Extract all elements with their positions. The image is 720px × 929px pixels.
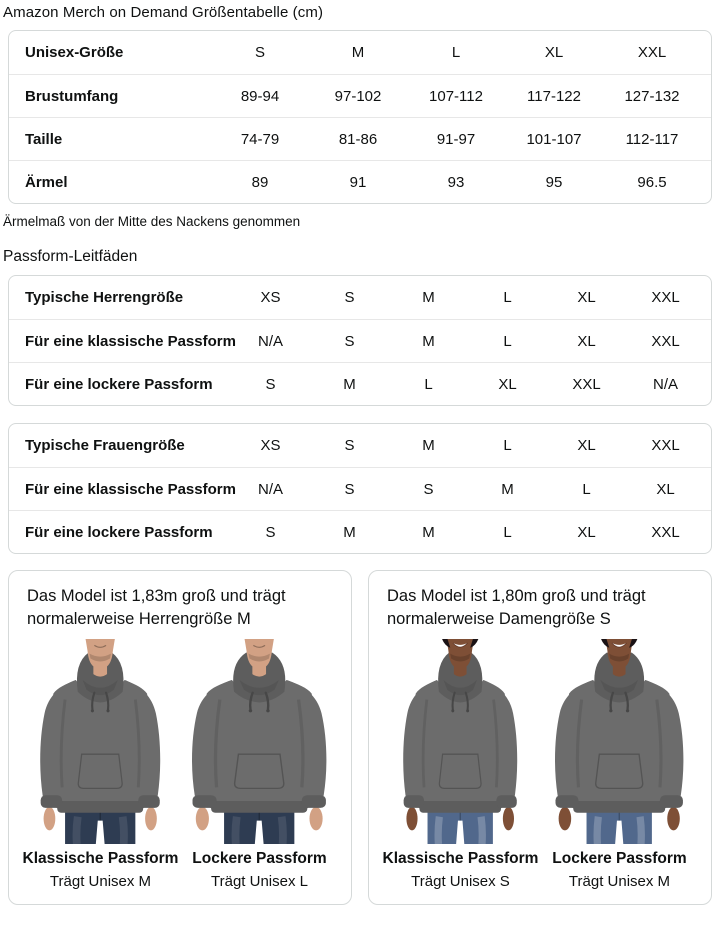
size-label: Trägt Unisex M <box>568 873 671 890</box>
table-cell: 91 <box>349 173 367 191</box>
table-row <box>9 510 711 553</box>
size-label: Trägt Unisex L <box>211 873 308 890</box>
sleeve-measurement-note: Ärmelmaß von der Mitte des Nackens genommen <box>3 214 301 229</box>
table-cell: XL <box>577 437 596 454</box>
table-cell: 89-94 <box>240 87 280 105</box>
table-cell: M <box>422 437 435 454</box>
row-label: Für eine klassische Passform <box>25 332 236 350</box>
size-label: Trägt Unisex S <box>411 873 510 890</box>
fit-label: Klassische Passform <box>22 850 179 867</box>
table-row <box>9 467 711 510</box>
table-cell: L <box>503 289 512 306</box>
table-cell: XL <box>498 375 517 393</box>
table-cell: 93 <box>447 173 465 191</box>
table-cell: M <box>422 332 435 350</box>
table-cell: L <box>503 332 512 350</box>
table-cell: M <box>422 289 435 306</box>
page-title: Amazon Merch on Demand Größentabelle (cm) <box>3 4 324 21</box>
table-cell: XXL <box>651 332 680 350</box>
table-cell: XXL <box>651 289 680 306</box>
table-cell: 107-112 <box>429 87 483 105</box>
table-cell: S <box>423 480 434 498</box>
table-row <box>9 276 711 319</box>
table-cell: 91-97 <box>436 130 476 148</box>
row-label: Brustumfang <box>25 87 119 105</box>
table-cell: S <box>344 480 355 498</box>
model-photo-female-loose <box>540 639 699 844</box>
table-row <box>9 362 711 405</box>
row-label: Ärmel <box>25 173 68 191</box>
table-cell: XS <box>260 437 281 454</box>
model-figure-loose <box>180 639 339 890</box>
row-label: Typische Frauengröße <box>25 437 185 454</box>
model-figure-loose <box>540 639 699 890</box>
table-row <box>9 31 711 74</box>
model-photo-male-classic <box>21 639 180 844</box>
table-cell: N/A <box>257 332 283 350</box>
mens-model-card <box>8 570 352 905</box>
table-cell: L <box>503 523 512 541</box>
model-description: Das Model ist 1,83m groß und trägt normalerweise Herrengröße M <box>27 587 286 628</box>
table-cell: 96.5 <box>637 173 667 191</box>
table-cell: M <box>422 523 435 541</box>
table-cell: XXL <box>651 437 680 454</box>
row-label: Unisex-Größe <box>25 44 124 61</box>
fit-label: Lockere Passform <box>192 850 327 867</box>
table-cell: S <box>254 44 265 61</box>
table-cell: 74-79 <box>240 130 280 148</box>
table-cell: S <box>265 375 276 393</box>
model-figure-classic <box>21 639 180 890</box>
table-cell: XXL <box>572 375 601 393</box>
row-label: Für eine lockere Passform <box>25 375 213 393</box>
row-label: Typische Herrengröße <box>25 289 184 306</box>
womens-model-card <box>368 570 712 905</box>
table-cell: N/A <box>652 375 678 393</box>
table-cell: 101-107 <box>526 130 582 148</box>
model-figures <box>21 639 339 890</box>
row-label: Für eine lockere Passform <box>25 523 213 541</box>
table-cell: XL <box>577 523 596 541</box>
table-row <box>9 424 711 467</box>
womens-fit-table <box>8 423 712 554</box>
table-cell: L <box>451 44 461 61</box>
table-cell: M <box>343 523 356 541</box>
table-row <box>9 74 711 117</box>
table-cell: 112-117 <box>625 130 679 148</box>
table-row <box>9 319 711 362</box>
model-photo-male-loose <box>180 639 339 844</box>
table-cell: XL <box>656 480 675 498</box>
table-row <box>9 160 711 203</box>
model-cards <box>8 570 712 905</box>
table-cell: S <box>344 332 355 350</box>
model-photo-female-classic <box>381 639 540 844</box>
row-label: Taille <box>25 130 63 148</box>
unisex-size-table <box>8 30 712 204</box>
table-cell: M <box>501 480 514 498</box>
mens-fit-table <box>8 275 712 406</box>
fit-label: Lockere Passform <box>552 850 687 867</box>
table-cell: XXL <box>651 523 680 541</box>
table-cell: L <box>503 437 512 454</box>
table-cell: XL <box>577 289 596 306</box>
size-label: Trägt Unisex M <box>49 873 152 890</box>
table-cell: S <box>344 289 355 306</box>
table-cell: 95 <box>545 173 563 191</box>
model-figures <box>381 639 699 890</box>
table-cell: M <box>351 44 365 61</box>
table-cell: M <box>343 375 356 393</box>
table-cell: 81-86 <box>338 130 378 148</box>
table-cell: XS <box>260 289 281 306</box>
model-figure-classic <box>381 639 540 890</box>
table-cell: XXL <box>637 44 667 61</box>
size-chart-page <box>0 4 720 905</box>
table-cell: L <box>582 480 591 498</box>
table-cell: 117-122 <box>527 87 581 105</box>
fit-guides-heading: Passform-Leitfäden <box>3 248 138 265</box>
table-cell: 97-102 <box>334 87 382 105</box>
model-description: Das Model ist 1,80m groß und trägt normalerweise Damengröße S <box>387 587 646 628</box>
table-cell: XL <box>577 332 596 350</box>
table-cell: N/A <box>257 480 283 498</box>
row-label: Für eine klassische Passform <box>25 480 236 498</box>
table-cell: 89 <box>251 173 269 191</box>
table-cell: 127-132 <box>624 87 680 105</box>
table-row <box>9 117 711 160</box>
table-cell: S <box>265 523 276 541</box>
fit-label: Klassische Passform <box>382 850 539 867</box>
table-cell: XL <box>544 44 564 61</box>
table-cell: L <box>424 375 433 393</box>
table-cell: S <box>344 437 355 454</box>
